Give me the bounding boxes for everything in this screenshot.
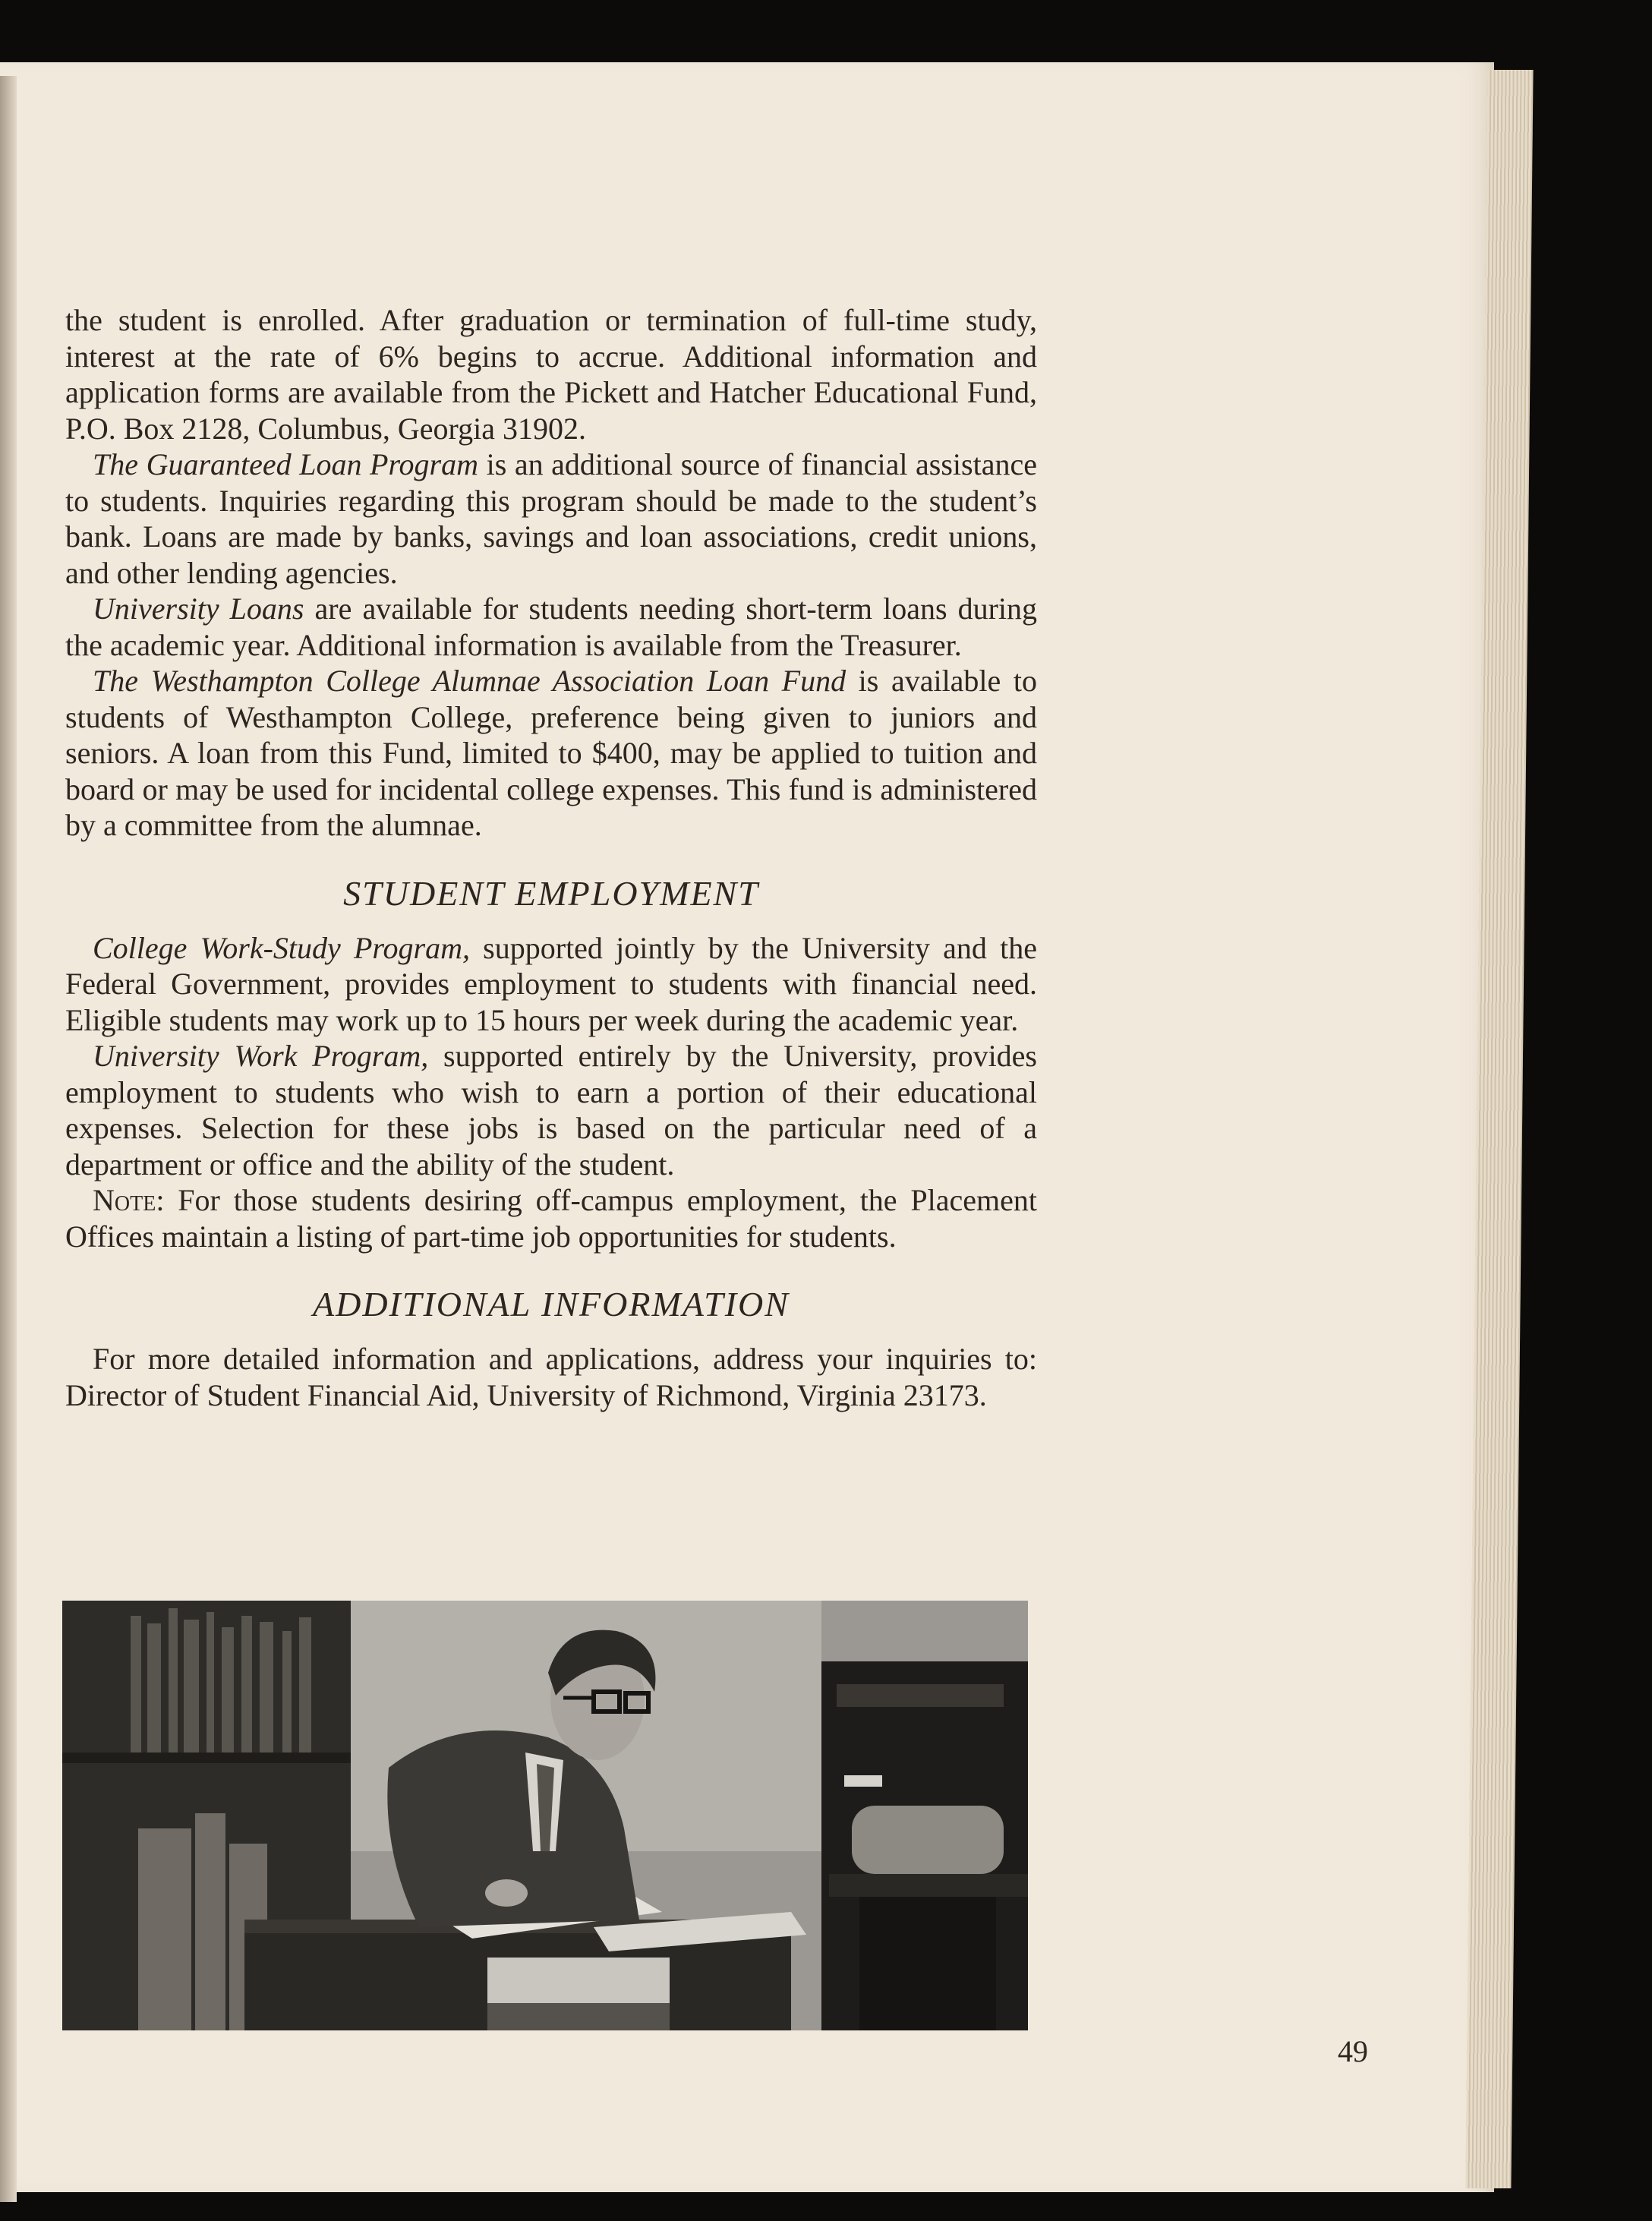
paragraph-note [65, 1182, 1037, 1254]
section-heading-additional-information: ADDITIONAL INFORMATION [313, 1285, 790, 1323]
note-label: Note [93, 1183, 156, 1217]
left-page-edge [0, 76, 17, 2202]
section-heading-student-employment: STUDENT EMPLOYMENT [343, 873, 759, 913]
paragraph-university-work [65, 1038, 1037, 1182]
paragraph-text: : For those students desiring off-campus employment, the Placement Offices maintain a listing of part-time job opportunities for students. [65, 1183, 1037, 1254]
paragraph-text: supported jointly by the University and the Federal Government, provides employment to students with financial need. Eligible students may work up to 15 hours per week during the academic year. [65, 930, 1038, 1037]
paragraph-guaranteed-loan [65, 446, 1037, 591]
photo-student-at-desk [62, 1601, 1028, 2030]
program-title: College Work-Study Program, [93, 930, 470, 965]
program-title: The Westhampton College Alumnae Association Loan Fund [93, 664, 846, 698]
program-title: University Loans [93, 592, 304, 626]
paragraph-text: is available to students of Westhampton College, preference being given to juniors and seniors. A loan from this Fund, limited to $400, may be applied to tuition and board or may be used for incidental college expenses. This fund is administered by a committee from the alumnae. [65, 664, 1037, 842]
page-number: 49 [1338, 2034, 1368, 2068]
paragraph-text: is an additional source of financial assistance to students. Inquiries regarding this program should be made to the student’s bank. Loans are made by banks, savings and loan associations, credit unions, and other lending agencies. [65, 447, 1037, 590]
paragraph-work-study [65, 930, 1037, 1039]
program-title: The Guaranteed Loan Program [93, 447, 479, 481]
paragraph-text: are available for students needing short-term loans during the academic year. Additional information is available from the Treasurer. [65, 592, 1038, 662]
photo-illustration [62, 1601, 1028, 2030]
paragraph-university-loans [65, 591, 1037, 663]
paragraph-alumnae-loan-fund [65, 663, 1037, 844]
body-text [65, 302, 1037, 1413]
paragraph-contact: For more detailed information and applications, address your inquiries to: Director of Student Financial Aid, University of Richmond, Virginia 23173. [65, 1342, 1037, 1412]
paragraph-loan-interest: the student is enrolled. After graduation or termination of full-time study, interest at the rate of 6% begins to accrue. Additional information and application forms are available from the Pickett and Hatcher Educational Fund, P.O. Box 2128, Columbus, Georgia 31902. [65, 303, 1037, 446]
program-title: University Work Program, [93, 1039, 429, 1073]
paragraph-text: supported entirely by the University, provides employment to students who wish to earn a portion of their educational expenses. Selection for these jobs is based on the particular need of a department or office and the ability of the student. [65, 1039, 1037, 1181]
